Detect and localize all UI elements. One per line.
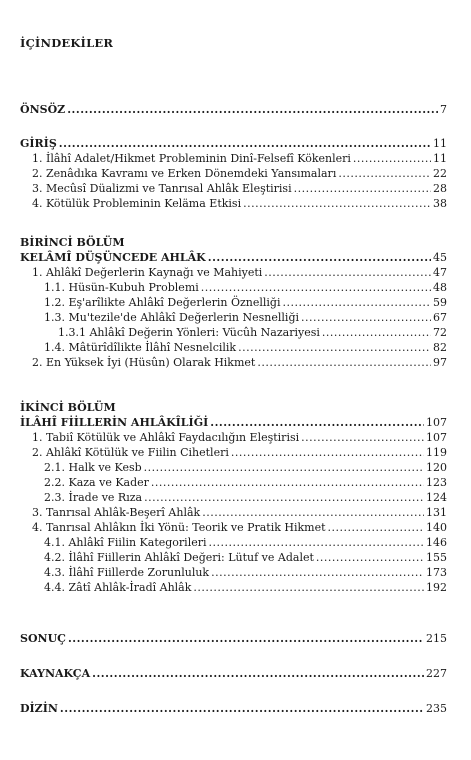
toc-entry: 1. Ahlâkî Değerlerin Kaynağı ve Mahiyeti ..... 47 [20, 265, 447, 280]
toc-entry-birinci: KELÂMÎ DÜŞÜNCEDE AHLÂK ..... 45 [20, 250, 447, 265]
toc-entry: 1.4. Mâtürîdîlikte İlâhî Nesnelcilik ..... 82 [20, 340, 447, 355]
toc-entry: 4.3. İlâhî Fiillerde Zorunluluk ..... 173 [20, 565, 447, 580]
toc-entry-ikinci: İLÂHÎ FİİLLERİN AHLÂKÎLİĞİ ..... 107 [20, 415, 447, 430]
chapter-label: BİRİNCİ BÖLÜM [20, 236, 125, 249]
toc-entry-dizin: DİZİN ..... 235 [20, 701, 447, 716]
chapter-label: İKİNCİ BÖLÜM [20, 401, 116, 414]
toc-entry: 1.3.1 Ahlâkî Değerin Yönleri: Vücûh Nazariyesi ..... 72 [20, 325, 447, 340]
toc-entry: 2. Zenâdıka Kavramı ve Erken Dönemdeki Yansımaları ..... 22 [20, 166, 447, 181]
toc-heading: İÇİNDEKİLER [20, 36, 114, 50]
toc-entry: 4.4. Zâtî Ahlâk-İradî Ahlâk ..... 192 [20, 580, 447, 595]
toc-entry: 3. Tanrısal Ahlâk-Beşerî Ahlâk ..... 131 [20, 505, 447, 520]
toc-entry: 2.1. Halk ve Kesb ..... 120 [20, 460, 447, 475]
toc-entry-kaynakca: KAYNAKÇA ..... 227 [20, 666, 447, 681]
toc-entry: 4.2. İlâhî Fiillerin Ahlâkî Değeri: Lütuf ve Adalet ..... 155 [20, 550, 447, 565]
toc-section-ikinci [20, 400, 447, 595]
toc-entry-sonuc: SONUÇ ..... 215 [20, 631, 447, 646]
toc-section-birinci [20, 235, 447, 370]
toc-entry: 1. İlâhî Adalet/Hikmet Probleminin Dinî-Felsefî Kökenleri ..... 11 [20, 151, 447, 166]
toc-entry: 2. En Yüksek İyi (Hüsûn) Olarak Hikmet ..... 97 [20, 355, 447, 370]
toc-entry: 3. Mecûsî Düalizmi ve Tanrısal Ahlâk Eleştirisi ..... 28 [20, 181, 447, 196]
toc-entry-giris: GİRİŞ ..... 11 [20, 136, 447, 151]
toc-entry: 1.1. Hüsün-Kubuh Problemi ..... 48 [20, 280, 447, 295]
toc-entry: 1.3. Mu'tezile'de Ahlâkî Değerlerin Nesnelliği ..... 67 [20, 310, 447, 325]
toc-entry: 1. Tabiî Kötülük ve Ahlâkî Faydacılığın Eleştirisi ..... 107 [20, 430, 447, 445]
toc-entry: 1.2. Eş'arîlikte Ahlâkî Değerlerin Öznelliği ..... 59 [20, 295, 447, 310]
toc-entry: 2.2. Kaza ve Kader ..... 123 [20, 475, 447, 490]
toc-entry: 2. Ahlâkî Kötülük ve Fiilin Cihetleri ..... 119 [20, 445, 447, 460]
toc-entry: 4. Kötülük Probleminin Keläma Etkisi ..... 38 [20, 196, 447, 211]
toc-entry: 4. Tanrısal Ahlâkın İki Yönü: Teorik ve Pratik Hikmet ..... 140 [20, 520, 447, 535]
toc-entry: 2.3. İrade ve Rıza ..... 124 [20, 490, 447, 505]
toc-entry: 4.1. Ahlâkî Fiilin Kategorileri ..... 146 [20, 535, 447, 550]
toc-section-giris [20, 136, 447, 211]
toc-entry-onsoz: ÖNSÖZ ..... 7 [20, 102, 447, 117]
